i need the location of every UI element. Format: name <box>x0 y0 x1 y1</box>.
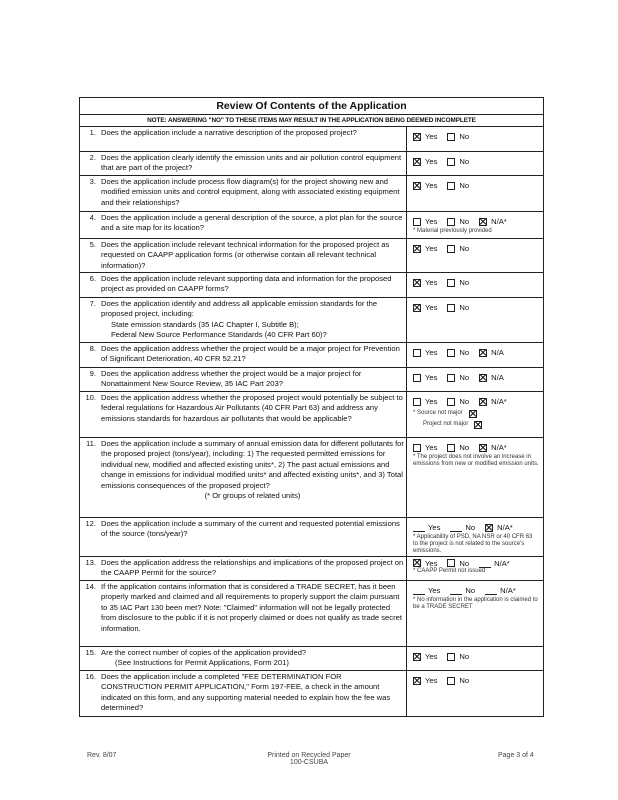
item-subtext: (* Or groups of related units) <box>204 491 301 501</box>
item-number: 8. <box>89 344 96 353</box>
no-label: No <box>459 181 470 190</box>
item-row-3 <box>80 176 543 212</box>
item-question: Does the application include relevant supporting data and information for the proposed project as provided on CAAPP forms? <box>101 274 392 294</box>
yes-label: Yes <box>425 348 438 357</box>
yes-checkbox[interactable] <box>413 444 421 452</box>
item-number: 13. <box>85 558 96 567</box>
no-checkbox[interactable] <box>447 444 455 452</box>
item-question: Does the application include a summary of the current and requested potential emissions of the source (tons/year)? <box>101 519 400 539</box>
no-label: No <box>459 244 470 253</box>
na-label: N/A <box>491 348 504 357</box>
na-label: N/A* <box>500 586 516 595</box>
item-row-11 <box>80 438 543 518</box>
item-row-9 <box>80 368 543 392</box>
item-number: 14. <box>85 582 96 591</box>
item-subtext: (See Instructions for Permit Applications, Form 201) <box>115 658 289 668</box>
item-row-7 <box>80 298 543 343</box>
yes-label: Yes <box>425 217 438 226</box>
yes-label: Yes <box>425 157 438 166</box>
item-number: 9. <box>89 369 96 378</box>
no-checkbox[interactable] <box>447 133 455 141</box>
item-row-12 <box>80 518 543 557</box>
footer-form-code: 100-CSUBA <box>289 759 329 766</box>
no-checkbox[interactable] <box>447 304 455 312</box>
item-row-8 <box>80 343 543 368</box>
no-label: No <box>465 523 476 532</box>
yes-checkbox-checked[interactable] <box>413 304 421 312</box>
na-label: N/A* <box>494 558 510 568</box>
yes-checkbox[interactable] <box>413 374 421 382</box>
yes-label: Yes <box>425 303 438 312</box>
form-title: Review Of Contents of the Application <box>80 98 543 115</box>
no-blank[interactable] <box>450 523 462 532</box>
na-label: N/A* <box>491 397 507 406</box>
item-question: Does the application include a completed "FEE DETERMINATION FOR CONSTRUCTION PERMIT APPLICATION," Form 197-FEE, a check in the amount indicated on this form, and any supporting material needed to explain how the fee was determined? <box>101 672 391 713</box>
no-checkbox[interactable] <box>447 158 455 166</box>
item-number: 6. <box>89 274 96 283</box>
yes-checkbox-checked[interactable] <box>413 653 421 661</box>
no-checkbox[interactable] <box>447 182 455 190</box>
item-row-14 <box>80 581 543 647</box>
item-question: Does the application address whether the proposed project would potentially be subject to federal regulations for Hazardous Air Pollutants (40 CFR Part 63) and address any emissions standards for hazardous air pollutants that would be applicable? <box>101 393 403 423</box>
no-checkbox[interactable] <box>447 374 455 382</box>
source-not-major-checkbox-checked[interactable] <box>469 410 477 418</box>
review-form <box>79 97 544 717</box>
item-note: * Applicability of PSD, NA NSR or 40 CFR 63 to the project is not related to the source's emissions. <box>413 534 533 554</box>
item-question: If the application contains information that is considered a TRADE SECRET, has it been properly marked and claimed and all requirements to properly support the claim pursuant to 35 IAC Part 130 been met? Note: "Claimed" information will not be legally protected from disclosure to the public if it is not properly claimed or does not qualify as trade secret information. <box>101 582 402 633</box>
no-label: No <box>459 157 470 166</box>
item-number: 4. <box>89 213 96 222</box>
item-number: 11. <box>86 439 96 448</box>
na-checkbox-checked[interactable] <box>485 524 493 532</box>
item-subtext: State emission standards (35 IAC Chapter I, Subtitle B); <box>111 319 299 329</box>
yes-checkbox-checked[interactable] <box>413 182 421 190</box>
item-number: 3. <box>89 177 96 186</box>
yes-label: Yes <box>425 278 438 287</box>
item-row-6 <box>80 273 543 298</box>
yes-label: Yes <box>425 244 438 253</box>
incomplete-note: NOTE: ANSWERING "NO" TO THESE ITEMS MAY RESULT IN THE APPLICATION BEING DEEMED INCOMPLETE <box>80 115 543 127</box>
yes-checkbox-checked[interactable] <box>413 677 421 685</box>
yes-blank[interactable] <box>413 523 425 532</box>
item-subtext: Federal New Source Performance Standards (40 CFR Part 60)? <box>111 330 327 340</box>
yes-checkbox-checked[interactable] <box>413 559 421 567</box>
item-row-4 <box>80 212 543 239</box>
item-question: Are the correct number of copies of the application provided? <box>101 648 307 657</box>
no-label: No <box>465 586 476 595</box>
project-not-major-checkbox-checked[interactable] <box>474 421 482 429</box>
item-number: 7. <box>89 299 96 308</box>
item-question: Does the application clearly identify the emission units and air pollution control equipment that are part of the project? <box>101 153 402 173</box>
no-label: No <box>459 676 470 685</box>
no-checkbox[interactable] <box>447 653 455 661</box>
yes-checkbox[interactable] <box>413 349 421 357</box>
item-question: Does the application include a general description of the source, a plot plan for the source and a site map for its location? <box>101 213 403 233</box>
yes-label: Yes <box>425 181 438 190</box>
item-question: Does the application include a narrative description of the proposed project? <box>101 128 357 137</box>
item-row-2 <box>80 152 543 176</box>
yes-label: Yes <box>425 443 438 452</box>
yes-label: Yes <box>425 652 438 661</box>
item-note: * Source not major <box>413 410 463 416</box>
na-label: N/A* <box>491 217 507 226</box>
item-row-5 <box>80 239 543 273</box>
na-checkbox-checked[interactable] <box>479 349 487 357</box>
item-number: 2. <box>89 153 96 162</box>
no-checkbox[interactable] <box>447 279 455 287</box>
no-label: No <box>459 217 470 226</box>
na-checkbox-checked[interactable] <box>479 374 487 382</box>
item-question: Does the application address whether the project would be a major project for Prevention of Significant Deterioration, 40 CFR 52.21? <box>101 344 400 364</box>
yes-label: Yes <box>425 373 438 382</box>
na-checkbox-checked[interactable] <box>479 444 487 452</box>
item-question: Does the application include relevant technical information for the proposed project as requested on CAAPP application forms (or otherwise contain all relevant technical information)? <box>101 240 390 270</box>
yes-label: Yes <box>428 586 441 595</box>
no-label: No <box>459 348 470 357</box>
item-number: 15. <box>85 648 96 657</box>
yes-checkbox-checked[interactable] <box>413 245 421 253</box>
yes-blank[interactable] <box>413 586 425 595</box>
item-row-10 <box>80 392 543 438</box>
yes-checkbox-checked[interactable] <box>413 279 421 287</box>
item-row-16 <box>80 671 543 716</box>
no-checkbox[interactable] <box>447 677 455 685</box>
no-checkbox[interactable] <box>447 218 455 226</box>
no-label: No <box>459 443 470 452</box>
no-label: No <box>459 278 470 287</box>
no-label: No <box>459 652 470 661</box>
yes-checkbox-checked[interactable] <box>413 133 421 141</box>
na-blank[interactable] <box>479 559 491 568</box>
item-note: * Material previously provided <box>413 228 492 234</box>
no-checkbox[interactable] <box>447 245 455 253</box>
no-label: No <box>459 303 470 312</box>
item-number: 1. <box>89 128 96 137</box>
item-number: 10. <box>85 393 96 402</box>
yes-label: Yes <box>425 676 438 685</box>
yes-checkbox[interactable] <box>413 398 421 406</box>
yes-checkbox-checked[interactable] <box>413 158 421 166</box>
yes-label: Yes <box>428 523 441 532</box>
item-question: Does the application address the relationships and implications of the proposed project on the CAAPP Permit for the source? <box>101 558 404 578</box>
footer-page-number: Page 3 of 4 <box>498 752 534 759</box>
na-checkbox-checked[interactable] <box>479 218 487 226</box>
item-row-15 <box>80 647 543 671</box>
no-label: No <box>459 132 470 141</box>
no-label: No <box>459 397 470 406</box>
item-number: 5. <box>89 240 96 249</box>
item-note: * No information in the application is claimed to be a TRADE SECRET <box>413 597 538 610</box>
yes-label: Yes <box>425 132 438 141</box>
no-blank[interactable] <box>450 586 462 595</box>
item-note: * The project does not involve an increase in emissions from new or modified emission units. <box>413 454 539 467</box>
yes-label: Yes <box>425 397 438 406</box>
na-label: N/A <box>491 373 504 382</box>
item-question: Does the application include process flow diagram(s) for the project showing new and modified emission units and control equipment, along with associated existing equipment and their relationships? <box>101 177 400 207</box>
item-question: Does the application address whether the project would be a major project for Nonattainment New Source Review, 35 IAC Part 203? <box>101 369 362 389</box>
item-number: 16. <box>85 672 96 681</box>
no-checkbox[interactable] <box>447 398 455 406</box>
item-number: 12. <box>85 519 96 528</box>
no-checkbox[interactable] <box>447 559 455 567</box>
no-label: No <box>459 373 470 382</box>
yes-label: Yes <box>425 558 438 568</box>
no-checkbox[interactable] <box>447 349 455 357</box>
no-label: No <box>459 558 470 568</box>
item-question: Does the application include a summary of annual emission data for different pollutants for the proposed project (tons/year), including: 1) The requested permitted emissions for individual new, modified and affected existing units*, 2) The past actual emissions and change in emissions for individual modified units* and affected existing units*, and 3) Total emissions consequences of the proposed project? <box>101 439 404 490</box>
item-note: * CAAPP Permit not issued <box>413 568 486 574</box>
item-question: Does the application identify and address all applicable emission standards for the proposed project, including: <box>101 299 378 319</box>
item-note: Project not major <box>423 421 469 427</box>
na-blank[interactable] <box>485 586 497 595</box>
yes-checkbox[interactable] <box>413 218 421 226</box>
item-row-13 <box>80 557 543 581</box>
footer-recycled: Printed on Recycled Paper <box>267 752 351 759</box>
footer-revision: Rev. 8/07 <box>87 752 117 759</box>
na-checkbox-checked[interactable] <box>479 398 487 406</box>
na-label: N/A* <box>491 443 507 452</box>
item-row-1 <box>80 127 543 152</box>
na-label: N/A* <box>497 523 513 532</box>
